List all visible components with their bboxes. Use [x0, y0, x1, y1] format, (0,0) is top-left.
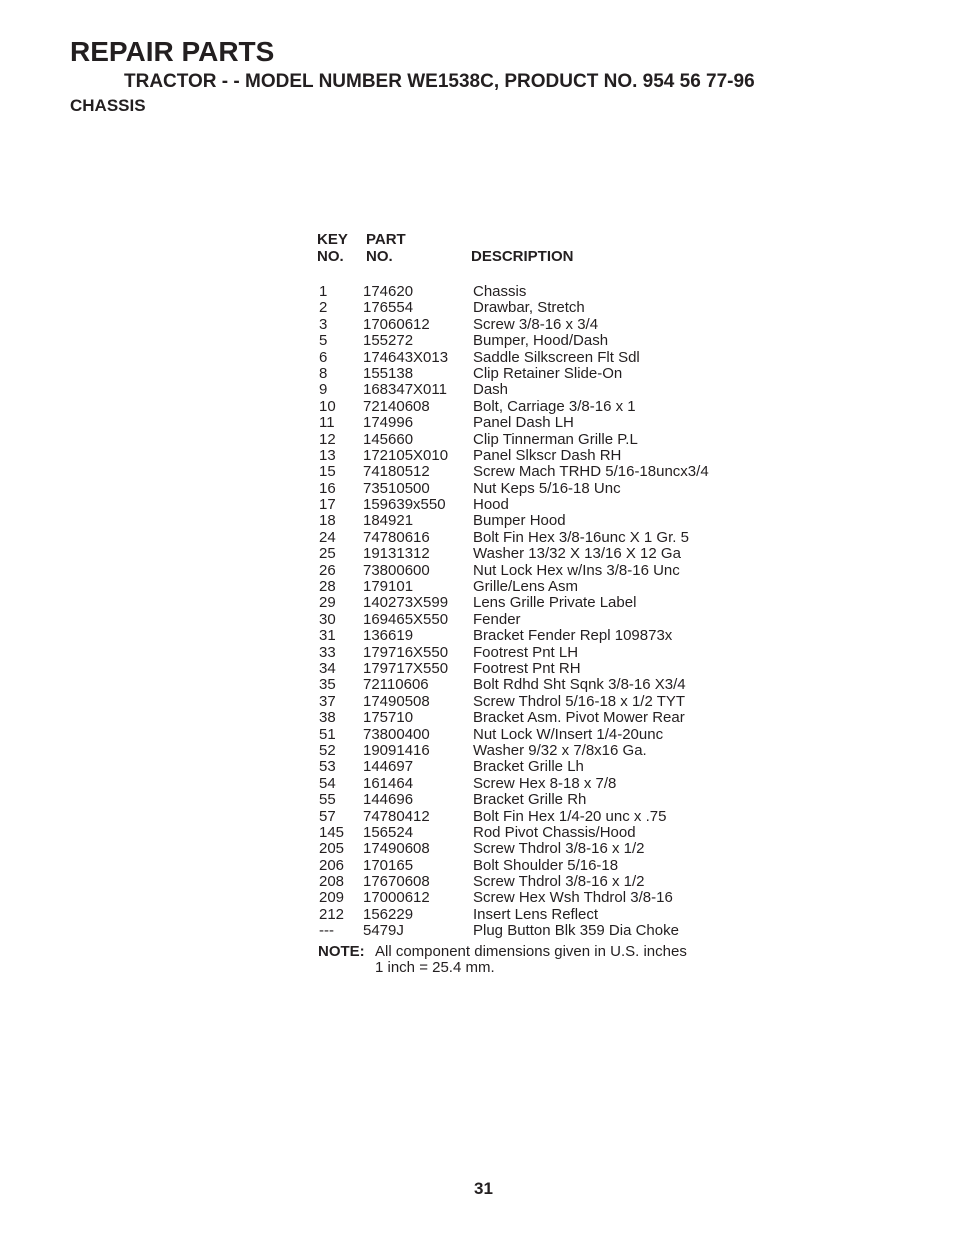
key-no-cell: 17	[319, 496, 336, 514]
part-no-cell: 72110606	[363, 676, 429, 694]
key-no-cell: 57	[319, 807, 336, 825]
description-cell: Bracket Grille Rh	[473, 791, 587, 809]
model-subtitle: TRACTOR - - MODEL NUMBER WE1538C, PRODUCT NO. 954 56 77-96	[124, 71, 755, 92]
key-no-cell: 25	[319, 545, 336, 563]
description-cell: Screw Thdrol 3/8-16 x 1/2	[473, 840, 645, 858]
description-cell: Insert Lens Reflect	[473, 905, 599, 923]
key-no-cell: 15	[319, 463, 336, 481]
description-cell: Screw Thdrol 3/8-16 x 1/2	[473, 873, 645, 891]
part-no-cell: 144696	[363, 791, 414, 809]
key-no-cell: 37	[319, 692, 336, 710]
key-header-line2: NO.	[317, 248, 344, 265]
note-text-line2: 1 inch = 25.4 mm.	[375, 959, 495, 976]
part-no-cell: 17490508	[363, 692, 430, 710]
key-no-cell: 3	[319, 315, 328, 333]
page-number: 31	[474, 1179, 493, 1198]
description-cell: Clip Retainer Slide-On	[473, 364, 623, 382]
part-no-cell: 176554	[363, 299, 414, 317]
description-cell: Rod Pivot Chassis/Hood	[473, 823, 636, 841]
part-no-cell: 74780412	[363, 807, 430, 825]
part-no-cell: 140273X599	[363, 594, 449, 612]
key-no-cell: 26	[319, 561, 336, 579]
part-no-cell: 73800600	[363, 561, 430, 579]
description-cell: Bracket Grille Lh	[473, 758, 584, 776]
key-no-cell: 206	[319, 856, 345, 874]
part-no-cell: 179717X550	[363, 659, 449, 677]
page-title: REPAIR PARTS	[70, 36, 275, 67]
description-cell: Footrest Pnt RH	[473, 659, 581, 677]
description-cell: Bolt, Carriage 3/8-16 x 1	[473, 397, 636, 415]
description-cell: Washer 13/32 X 13/16 X 12 Ga	[473, 545, 681, 563]
part-no-cell: 179716X550	[363, 643, 449, 661]
key-no-cell: 33	[319, 643, 336, 661]
description-cell: Drawbar, Stretch	[473, 299, 585, 317]
key-no-header	[317, 231, 348, 265]
key-no-cell: 28	[319, 578, 336, 596]
description-cell: Plug Button Blk 359 Dia Choke	[473, 922, 679, 940]
key-no-cell: 1	[319, 283, 328, 300]
description-cell: Hood	[473, 496, 509, 514]
description-cell: Bolt Rdhd Sht Sqnk 3/8-16 X3/4	[473, 676, 686, 694]
part-no-cell: 169465X550	[363, 610, 449, 628]
key-header-line1: KEY	[317, 231, 348, 248]
part-no-cell: 156524	[363, 823, 414, 841]
note-label: NOTE:	[318, 943, 365, 960]
description-cell: Chassis	[473, 283, 527, 300]
key-no-cell: 208	[319, 873, 345, 891]
description-cell: Washer 9/32 x 7/8x16 Ga.	[473, 741, 647, 759]
part-no-cell: 72140608	[363, 397, 430, 415]
key-no-cell: 29	[319, 594, 336, 612]
key-no-cell: 16	[319, 479, 336, 497]
part-no-cell: 19091416	[363, 741, 430, 759]
description-cell: Clip Tinnerman Grille P.L	[473, 430, 638, 448]
description-cell: Screw Hex Wsh Thdrol 3/8-16	[473, 889, 673, 907]
key-no-cell: 54	[319, 774, 336, 792]
part-no-cell: 17060612	[363, 315, 430, 333]
description-cell: Bolt Fin Hex 3/8-16unc X 1 Gr. 5	[473, 528, 689, 546]
key-no-cell: 13	[319, 446, 336, 464]
description-cell: Bracket Fender Repl 109873x	[473, 627, 673, 645]
key-no-cell: ---	[319, 922, 334, 940]
key-no-cell: 53	[319, 758, 336, 776]
key-no-cell: 2	[319, 299, 328, 317]
key-no-cell: 205	[319, 840, 345, 858]
description-cell: Screw 3/8-16 x 3/4	[473, 315, 599, 333]
description-cell: Bracket Asm. Pivot Mower Rear	[473, 709, 685, 727]
key-no-cell: 145	[319, 823, 345, 841]
part-no-cell: 155272	[363, 332, 414, 350]
part-no-cell: 17000612	[363, 889, 430, 907]
key-no-cell: 30	[319, 610, 336, 628]
description-cell: Grille/Lens Asm	[473, 578, 579, 596]
part-no-cell: 73800400	[363, 725, 430, 743]
part-no-cell: 161464	[363, 774, 414, 792]
part-no-cell: 184921	[363, 512, 414, 530]
part-header-line2: NO.	[366, 248, 393, 265]
part-no-cell: 74180512	[363, 463, 430, 481]
part-no-cell: 174620	[363, 283, 414, 300]
part-no-cell: 172105X010	[363, 446, 449, 464]
part-no-cell: 179101	[363, 578, 414, 596]
description-cell: Panel Dash LH	[473, 414, 574, 432]
key-no-cell: 52	[319, 741, 336, 759]
note-text-line1: All component dimensions given in U.S. inches	[375, 943, 687, 960]
description-cell: Screw Mach TRHD 5/16-18uncx3/4	[473, 463, 709, 481]
description-cell: Nut Keps 5/16-18 Unc	[473, 479, 621, 497]
part-no-cell: 145660	[363, 430, 414, 448]
key-no-cell: 55	[319, 791, 336, 809]
description-cell: Saddle Silkscreen Flt Sdl	[473, 348, 640, 366]
part-no-cell: 175710	[363, 709, 414, 727]
description-cell: Bumper Hood	[473, 512, 566, 530]
part-header-line1: PART	[366, 231, 406, 248]
part-no-cell: 170165	[363, 856, 414, 874]
part-no-cell: 156229	[363, 905, 414, 923]
key-no-cell: 10	[319, 397, 336, 415]
part-no-cell: 74780616	[363, 528, 430, 546]
key-no-cell: 9	[319, 381, 328, 399]
key-no-cell: 212	[319, 905, 345, 923]
key-no-cell: 209	[319, 889, 345, 907]
section-title: CHASSIS	[70, 96, 146, 115]
description-cell: Bolt Shoulder 5/16-18	[473, 856, 619, 874]
part-no-cell: 73510500	[363, 479, 430, 497]
part-no-cell: 174996	[363, 414, 414, 432]
key-no-cell: 12	[319, 430, 336, 448]
description-cell: Screw Thdrol 5/16-18 x 1/2 TYT	[473, 692, 686, 710]
key-no-cell: 11	[319, 414, 335, 432]
description-header: DESCRIPTION	[471, 248, 574, 265]
part-no-cell: 168347X011	[363, 381, 447, 399]
part-no-cell: 144697	[363, 758, 414, 776]
key-no-cell: 5	[319, 332, 328, 350]
description-cell: Footrest Pnt LH	[473, 643, 579, 661]
key-no-cell: 34	[319, 659, 336, 677]
part-no-cell: 17670608	[363, 873, 430, 891]
key-no-cell: 18	[319, 512, 336, 530]
key-no-cell: 35	[319, 676, 336, 694]
part-no-cell: 19131312	[363, 545, 430, 563]
key-no-cell: 24	[319, 528, 336, 546]
description-cell: Screw Hex 8-18 x 7/8	[473, 774, 617, 792]
part-no-cell: 174643X013	[363, 348, 449, 366]
part-no-header	[366, 231, 406, 265]
description-cell: Bolt Fin Hex 1/4-20 unc x .75	[473, 807, 667, 825]
part-no-cell: 155138	[363, 364, 414, 382]
part-no-cell: 136619	[363, 627, 414, 645]
part-no-cell: 17490608	[363, 840, 430, 858]
description-cell: Lens Grille Private Label	[473, 594, 637, 612]
description-cell: Dash	[473, 381, 509, 399]
part-no-cell: 159639x550	[363, 496, 446, 514]
key-no-cell: 51	[319, 725, 336, 743]
part-no-cell: 5479J	[363, 922, 404, 940]
description-cell: Fender	[473, 610, 521, 628]
key-no-cell: 31	[319, 627, 336, 645]
description-cell: Nut Lock W/Insert 1/4-20unc	[473, 725, 664, 743]
key-no-cell: 6	[319, 348, 328, 366]
key-no-cell: 38	[319, 709, 336, 727]
description-cell: Bumper, Hood/Dash	[473, 332, 609, 350]
description-cell: Nut Lock Hex w/Ins 3/8-16 Unc	[473, 561, 680, 579]
description-cell: Panel Slkscr Dash RH	[473, 446, 622, 464]
key-no-cell: 8	[319, 364, 328, 382]
